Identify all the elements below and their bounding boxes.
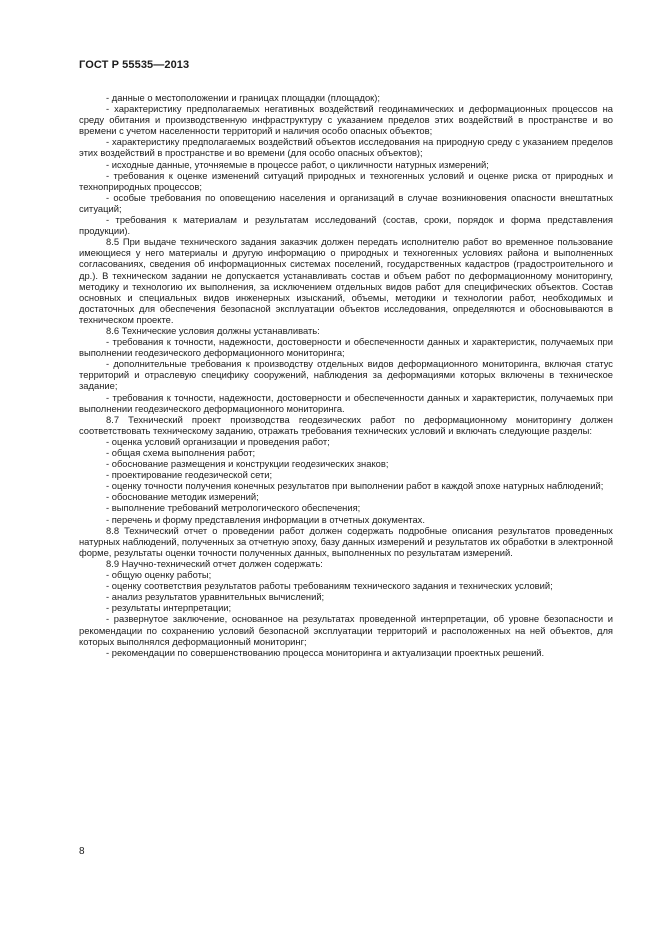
paragraph: - дополнительные требования к производству отдельных видов деформационного мониторинга, включая статус территорий и отраслевую специфику сооружений, наблюдения за деформациями которых включены в техническое задание; xyxy=(79,358,613,392)
paragraph: - требования к материалам и результатам исследований (состав, сроки, порядок и форма представления продукции). xyxy=(79,214,613,237)
paragraph: - оценка условий организации и проведения работ; xyxy=(106,435,330,447)
paragraph: - требования к оценке изменений ситуаций природных и техногенных условий и оценке риска от природных и технoприродных процессов; xyxy=(79,169,613,192)
paragraph: - развернутое заключение, основанное на результатах проведенной интерпретации, об уровне безопасности и рекомендации по сохранению условий безопасной эксплуатации территорий и расположенных на ней объектов, для которых выполнялся деформационный мониторинг; xyxy=(79,613,613,647)
paragraph: - оценку соответствия результатов работы требованиям технического задания и технических условий; xyxy=(106,580,553,592)
paragraph: - обоснование методик измерений; xyxy=(106,491,259,503)
paragraph: - исходные данные, уточняемые в процессе работ, о цикличности натурных измерений; xyxy=(106,158,489,170)
paragraph: - требования к точности, надежности, достоверности и обеспеченности данных и характеристик, получаемых при выполнении геодезического деформационного мониторинга; xyxy=(79,336,613,359)
paragraph: - выполнение требований метрологического обеспечения; xyxy=(106,502,361,514)
paragraph: - характеристику предполагаемых воздействий объектов исследования на природную среду с указанием пределов этих воздействий в пространстве и во времени (для особо опасных объектов); xyxy=(79,136,613,159)
paragraph: - анализ результатов уравнительных вычислений; xyxy=(106,591,325,603)
page-number: 8 xyxy=(79,846,85,857)
paragraph: 8.7 Технический проект производства геодезических работ по деформационному мониторингу должен соответствовать техническому заданию, отражать требования технических условий и включать следующие разделы: xyxy=(79,413,613,436)
paragraph: 8.9 Научно-технический отчет должен содержать: xyxy=(106,557,323,569)
paragraph: - данные о местоположении и границах площадки (площадок); xyxy=(106,92,381,103)
paragraph: - проектирование геодезической сети; xyxy=(106,469,273,481)
paragraph: - общую оценку работы; xyxy=(106,569,212,581)
paragraph: 8.8 Технический отчет о проведении работ должен содержать подробные описания результатов проведенных натурных наблюдений, полученных за отчетную эпоху, базу данных измерений и результатов их обработки в электронной форме, результаты оценки точности полученных данных, выполненных по результатам измерений. xyxy=(79,524,613,558)
paragraph: - характеристику предполагаемых негативных воздействий геодинамических и деформационных процессов на среду обитания и производственную инфраструктуру с указанием пределов этих воздействий в пространстве и во времени с учетом населенности территорий и наличия особо опасных объектов; xyxy=(79,103,613,137)
document-code: ГОСТ Р 55535—2013 xyxy=(79,59,190,71)
paragraph: - результаты интерпретации; xyxy=(106,602,232,614)
paragraph: - требования к точности, надежности, достоверности и обеспеченности данных и характеристик, получаемых при выполнении геодезического деформационного мониторинга. xyxy=(79,391,613,414)
paragraph: - особые требования по оповещению населения и организаций в случае возникновения опасности внештатных ситуаций; xyxy=(79,191,613,214)
paragraph: 8.5 При выдаче технического задания заказчик должен передать исполнителю работ во временное пользование имеющиеся у него материалы и другую информацию о природных и техногенных условиях района и выполненных согласованиях, сведения об информационных системах поселений, государственных кадастров (градостроительного и др.). В техническом задании не допускается устанавливать состав и объем работ по деформационному мониторингу, методику и технологию их выполнения, за исключением отдельных видов работ для специфических объектов. Состав основных и специальных видов инженерных изысканий, объемы, методики и технологии работ, необходимых и достаточных для обеспечения безопасной эксплуатации объектов исследования, определяются и обосновываются в техническом проекте. xyxy=(79,236,613,325)
document-body xyxy=(79,92,613,658)
paragraph: - общая схема выполнения работ; xyxy=(106,447,256,458)
paragraph: - перечень и форму представления информации в отчетных документах. xyxy=(106,513,425,525)
paragraph: 8.6 Технические условия должны устанавливать: xyxy=(106,324,320,336)
paragraph: - обоснование размещения и конструкции геодезических знаков; xyxy=(106,458,389,470)
paragraph: - рекомендации по совершенствованию процесса мониторинга и актуализации проектных решений. xyxy=(106,646,545,658)
paragraph: - оценку точности получения конечных результатов при выполнении работ в каждой эпохе натурных наблюдений; xyxy=(106,480,604,492)
